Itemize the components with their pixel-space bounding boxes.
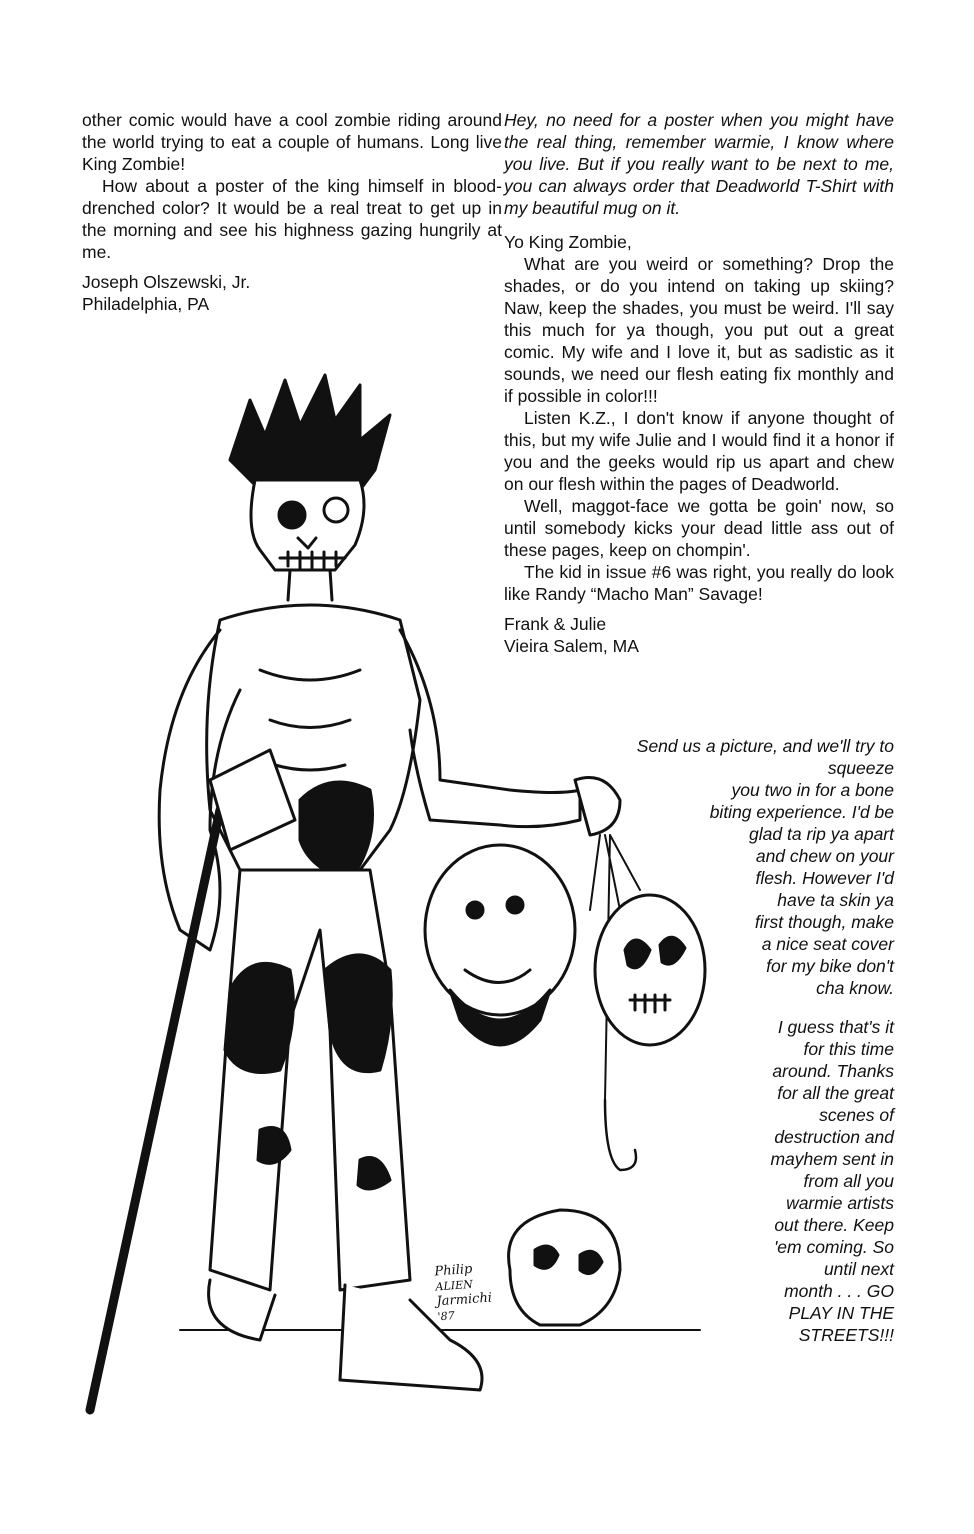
letter-2-paragraph: The kid in issue #6 was right, you really do look like Randy “Macho Man” Savage! — [504, 562, 894, 604]
signature-name: Frank & Julie — [504, 614, 607, 634]
signature-line: Jarmichi — [436, 1290, 493, 1310]
closing-line: PLAY IN THE — [788, 1303, 894, 1323]
signature-line: ALIEN — [435, 1277, 474, 1294]
closing-line: for this time — [803, 1039, 894, 1059]
reply-line: cha know. — [816, 978, 894, 998]
reply-line: first though, make — [754, 912, 894, 932]
editor-reply-1: Hey, no need for a poster when you might have the real thing, remember warmie, I know where you live. But if you really want to be next to me, you can always order that Deadworld T-Shirt with my beautiful mug on it. — [504, 110, 894, 218]
reply-line: Send us a picture, and we'll try to squeeze — [636, 736, 894, 778]
signature-location: Philadelphia, PA — [82, 294, 210, 314]
reply-line: biting experience. I'd be — [709, 802, 894, 822]
closing-line: scenes of — [819, 1105, 894, 1125]
reply-line: have ta skin ya — [777, 890, 894, 910]
closing-line: warmie artists — [786, 1193, 894, 1213]
reply-line: and chew on your — [755, 846, 894, 866]
closing-line: from all you — [803, 1171, 894, 1191]
reply-line: a nice seat cover — [761, 934, 894, 954]
closing-line: destruction and — [774, 1127, 894, 1147]
closing-line: around. Thanks — [772, 1061, 894, 1081]
letter-2-paragraph: Listen K.Z., I don't know if anyone thought of this, but my wife Julie and I would find it a honor if you and the geeks would rip us apart and chew on our flesh within the pages of Deadworld. — [504, 408, 894, 494]
artist-signature — [434, 1260, 508, 1325]
left-column — [82, 109, 502, 315]
reply-line: for my bike don't — [766, 956, 894, 976]
signature-location: Vieira Salem, MA — [504, 636, 639, 656]
letter-1-signature — [82, 271, 502, 315]
closing-line: out there. Keep — [774, 1215, 894, 1235]
signature-line: '87 — [437, 1309, 456, 1324]
zombie-illustration — [60, 370, 760, 1430]
reply-line: glad ta rip ya apart — [749, 824, 894, 844]
closing-line: until next — [823, 1259, 894, 1279]
closing-line: I guess that's it — [777, 1017, 894, 1037]
reply-line: flesh. However I'd — [755, 868, 894, 888]
signature-line: Philip — [433, 1261, 473, 1280]
letter-2-paragraph: What are you weird or something? Drop the shades, or do you intend on taking up skiing? Naw, keep the shades, you must be weird. I'll say this much for ya though, you put out a great comic. My wife and I love it, but as sadistic as it sounds, we need our flesh eating fix monthly and if possible in color!!! — [504, 254, 894, 406]
letter-1-paragraph: other comic would have a cool zombie riding around the world trying to eat a couple of humans. Long live King Zombie! — [82, 110, 502, 174]
letter-1-paragraph: How about a poster of the king himself in blood-drenched color? It would be a real treat to get up in the morning and see his highness gazing hungrily at me. — [82, 176, 502, 262]
closing-line: for all the great — [777, 1083, 894, 1103]
closing-line: STREETS!!! — [798, 1325, 894, 1345]
hair-shape — [230, 375, 390, 490]
signature-name: Joseph Olszewski, Jr. — [82, 272, 251, 292]
reply-line: you two in for a bone — [731, 780, 894, 800]
letter-2-salutation: Yo King Zombie, — [504, 232, 632, 252]
closing-line: 'em coming. So — [773, 1237, 894, 1257]
letter-2-paragraph: Well, maggot-face we gotta be goin' now, so until somebody kicks your dead little ass out of these pages, keep on chompin'. — [504, 496, 894, 560]
closing-line: mayhem sent in — [770, 1149, 894, 1169]
closing-line: month . . . GO — [784, 1281, 894, 1301]
